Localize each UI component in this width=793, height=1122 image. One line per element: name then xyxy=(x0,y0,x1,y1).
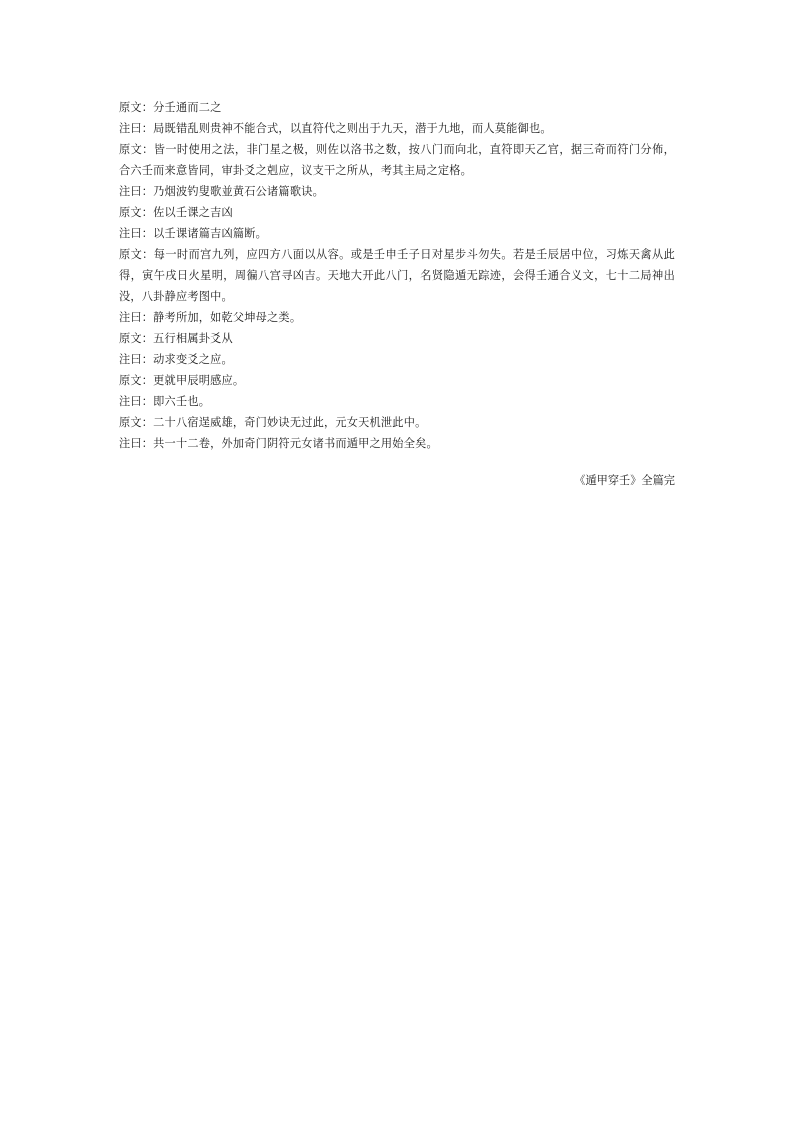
document-body xyxy=(119,97,675,454)
end-of-text-mark: 《遁甲穿壬》全篇完 xyxy=(574,474,675,487)
paragraph-note-1: 注曰：局既错乱则贵神不能合式，以直符代之则出于九天，潜于九地，而人莫能御也。 xyxy=(119,122,552,135)
paragraph-original-1: 原文：分壬通而二之 xyxy=(119,101,222,114)
paragraph-original-3: 原文：佐以壬课之吉凶 xyxy=(119,206,233,219)
paragraph-note-4: 注曰：静考所加，如乾父坤母之类。 xyxy=(119,311,302,324)
paragraph-original-6: 原文：更就甲辰明感应。 xyxy=(119,374,245,387)
paragraph-note-2: 注曰：乃烟波钓叟歌並黄石公诸篇歌诀。 xyxy=(119,185,324,198)
paragraph-original-7: 原文：二十八宿逞威雄，奇门妙诀无过此，元女天机泄此中。 xyxy=(119,416,427,429)
paragraph-note-5: 注曰：动求变爻之应。 xyxy=(119,353,233,366)
paragraph-original-2: 原文：皆一时使用之法，非门星之极，则佐以洛书之数，按八门而向北，直符即天乙官，据三奇而符门分佈，合六壬而来意皆同，审卦爻之剋应，议支干之所从，考其主局之定格。 xyxy=(119,143,675,177)
paragraph-note-3: 注曰：以壬课诸篇吉凶篇断。 xyxy=(119,227,268,240)
paragraph-note-7: 注曰：共一十二卷，外加奇门阴符元女诸书而遁甲之用始全矣。 xyxy=(119,437,438,450)
paragraph-note-6: 注曰：即六壬也。 xyxy=(119,395,211,408)
paragraph-original-4: 原文：每一时而宫九列，应四方八面以从容。或是壬申壬子日对星步斗勿失。若是壬辰居中位，习炼天禽从此得，寅午戌日火星明，周徧八宫寻凶吉。天地大开此八门，名贤隐遁无踪迹，会得壬通合义文，七十二局神出没，八卦静应考图中。 xyxy=(119,248,675,303)
paragraph-original-5: 原文：五行相属卦爻从 xyxy=(119,332,233,345)
